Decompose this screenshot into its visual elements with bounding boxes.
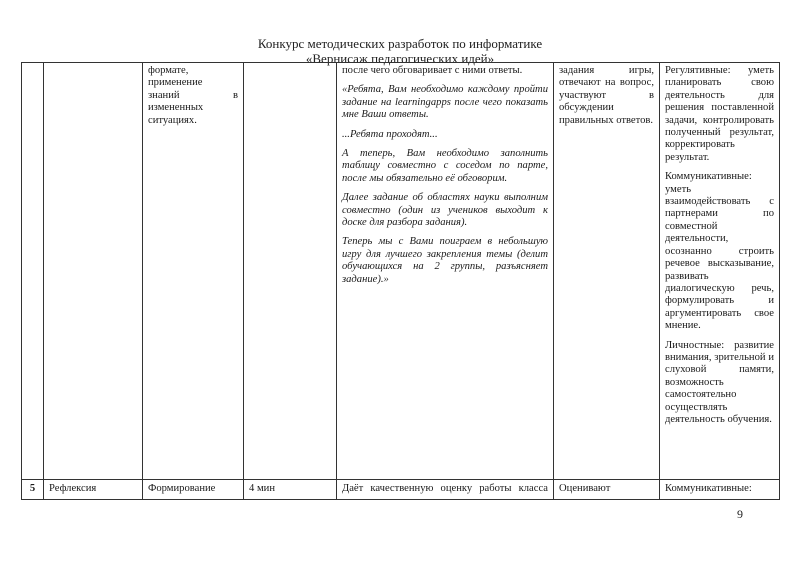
uud-regulative: Регулятивные: уметь планировать свою деятельность для решения поставленной задачи, контролировать полученный результат, корректировать результат. [665, 65, 774, 163]
cell-time: 4 мин [244, 480, 337, 500]
goal-line: измененных [148, 102, 204, 114]
lesson-plan-table [21, 62, 780, 500]
table-row-continued [22, 63, 780, 480]
cell-uud [660, 63, 780, 480]
teacher-paragraph: Далее задание об областях науки выполним совместно (один из учеников выходит к доске для разбора задания). [342, 192, 548, 229]
table-row-5 [22, 480, 780, 500]
cell-teacher-activity [337, 63, 554, 480]
uud-communicative: Коммуникативные: уметь взаимодействовать с партнерами по совместной деятельности, осознанно строить речевое высказывание, развивать диалогическую речь, формулировать и аргументировать свое мнение. [665, 171, 774, 332]
goal-line: ситуациях. [148, 114, 197, 126]
header-contest-subtitle: «Вернисаж педагогических идей» [305, 51, 495, 66]
cell-stage [44, 63, 143, 480]
cell-number: 5 [22, 480, 44, 500]
cell-uud: Коммуникативные: [660, 480, 780, 500]
teacher-paragraph: А теперь, Вам необходимо заполнить таблицу совместно с соседом по парте, после мы обязательно её обговорим. [342, 148, 548, 184]
cell-number [22, 63, 44, 480]
teacher-paragraph: после чего обговаривает с ними ответы. [342, 65, 523, 76]
cell-student-activity: задания игры, отвечают на вопрос, участвуют в обсуждении правильных ответов. [554, 63, 660, 480]
teacher-paragraph: Теперь мы с Вами поиграем в небольшую игру для лучшего закрепления темы (делит обучающихся на 2 группы, разъясняет задание).» [342, 236, 548, 285]
page-number: 9 [737, 507, 743, 521]
cell-teacher-activity: Даёт качественную оценку работы класса [337, 480, 554, 500]
goal-line: применение [148, 77, 203, 89]
cell-student-activity: Оценивают [554, 480, 660, 500]
goal-line: формате, [148, 65, 189, 76]
uud-personal: Личностные: развитие внимания, зрительной и слуховой памяти, возможность самостоятельно осуществлять деятельность обучения. [665, 339, 774, 425]
cell-time [244, 63, 337, 480]
cell-stage: Рефлексия [44, 480, 143, 500]
goal-line-justified: знаний в [148, 89, 238, 101]
teacher-paragraph: «Ребята, Вам необходимо каждому пройти задание на learningapps после чего показать мне Ваши ответы. [342, 84, 548, 121]
cell-goal: Формирование [143, 480, 244, 500]
cell-goal [143, 63, 244, 480]
header-contest-title: Конкурс методических разработок по информатике [257, 36, 543, 51]
teacher-paragraph: ...Ребята проходят... [342, 128, 438, 140]
